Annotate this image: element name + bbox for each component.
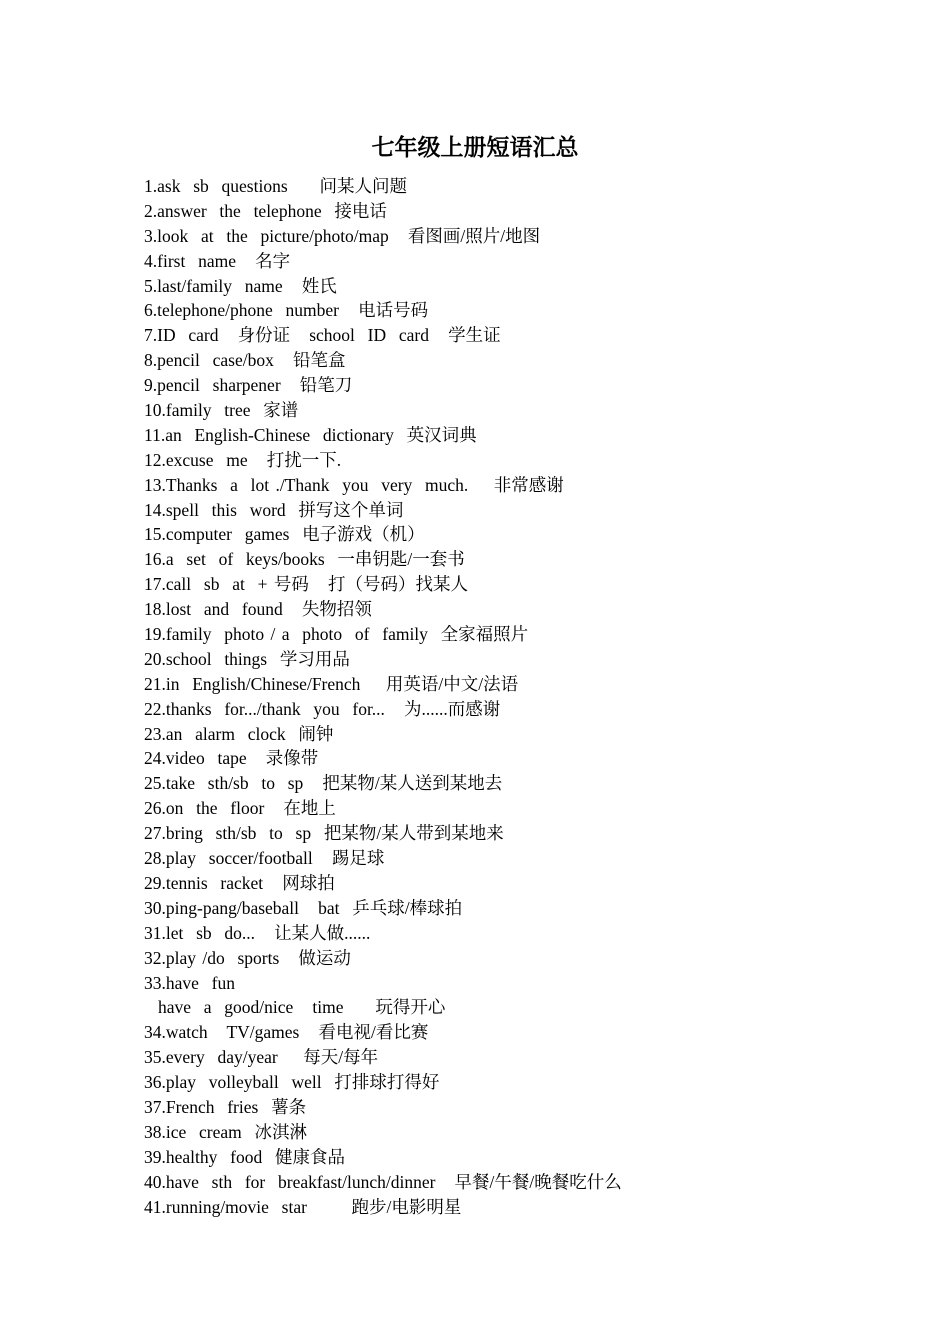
- phrase-line: 4.first name 名字: [144, 250, 291, 271]
- phrase-line: 10.family tree 家谱: [144, 400, 299, 421]
- phrase-line: 21.in English/Chinese/French 用英语/中文/法语: [144, 673, 519, 694]
- phrase-line: 35.every day/year 每天/每年: [144, 1047, 379, 1068]
- phrase-line: 15.computer games 电子游戏（机）: [144, 524, 425, 545]
- phrase-line: have a good/nice time 玩得开心: [158, 997, 446, 1018]
- document-title: 七年级上册短语汇总: [371, 135, 579, 160]
- phrase-line: 19.family photo / a photo of family 全家福照片: [144, 624, 529, 645]
- phrase-line: 22.thanks for.../thank you for... 为......而感谢: [144, 698, 501, 719]
- phrase-line: 30.ping-pang/baseball bat 乒乓球/棒球拍: [144, 897, 463, 918]
- phrase-line: 18.lost and found 失物招领: [144, 599, 372, 620]
- phrase-line: 29.tennis racket 网球拍: [144, 872, 335, 893]
- phrase-line: 31.let sb do... 让某人做......: [144, 922, 371, 943]
- phrase-list: [144, 174, 864, 1219]
- phrase-line: 25.take sth/sb to sp 把某物/某人送到某地去: [144, 773, 503, 794]
- phrase-line: 20.school things 学习用品: [144, 648, 350, 669]
- phrase-line: 11.an English-Chinese dictionary 英汉词典: [144, 424, 477, 445]
- phrase-line: 34.watch TV/games 看电视/看比赛: [144, 1022, 429, 1043]
- phrase-line: 37.French fries 薯条: [144, 1096, 307, 1117]
- phrase-line: 1.ask sb questions 问某人问题: [144, 176, 407, 196]
- phrase-line: 27.bring sth/sb to sp 把某物/某人带到某地来: [144, 823, 504, 844]
- phrase-line: 24.video tape 录像带: [144, 748, 319, 769]
- phrase-line: 14.spell this word 拼写这个单词: [144, 499, 404, 520]
- phrase-line: 2.answer the telephone 接电话: [144, 200, 387, 221]
- phrase-line: 40.have sth for breakfast/lunch/dinner 早餐/午餐/晚餐吃什么: [144, 1171, 622, 1192]
- phrase-line: 33.have fun: [144, 972, 235, 993]
- phrase-line: 16.a set of keys/books 一串钥匙/一套书: [144, 549, 465, 570]
- phrase-line: 13.Thanks a lot ./Thank you very much. 非常感谢: [144, 474, 564, 495]
- phrase-line: 9.pencil sharpener 铅笔刀: [144, 375, 353, 396]
- phrase-line: 5.last/family name 姓氏: [144, 275, 337, 296]
- phrase-line: 17.call sb at + 号码 打（号码）找某人: [144, 574, 468, 595]
- phrase-line: 41.running/movie star 跑步/电影明星: [144, 1196, 462, 1217]
- phrase-line: 32.play /do sports 做运动: [144, 947, 351, 968]
- phrase-line: 7.ID card 身份证 school ID card 学生证: [144, 325, 501, 346]
- phrase-line: 23.an alarm clock 闹钟: [144, 723, 334, 744]
- phrase-line: 38.ice cream 冰淇淋: [144, 1121, 308, 1142]
- phrase-line: 3.look at the picture/photo/map 看图画/照片/地图: [144, 225, 541, 246]
- phrase-line: 12.excuse me 打扰一下.: [144, 449, 342, 470]
- phrase-line: 26.on the floor 在地上: [144, 798, 336, 819]
- phrase-line: 36.play volleyball well 打排球打得好: [144, 1072, 440, 1093]
- phrase-line: 39.healthy food 健康食品: [144, 1146, 345, 1167]
- phrase-line: 28.play soccer/football 踢足球: [144, 848, 385, 869]
- phrase-line: 8.pencil case/box 铅笔盒: [144, 350, 346, 371]
- phrase-line: 6.telephone/phone number 电话号码: [144, 300, 429, 321]
